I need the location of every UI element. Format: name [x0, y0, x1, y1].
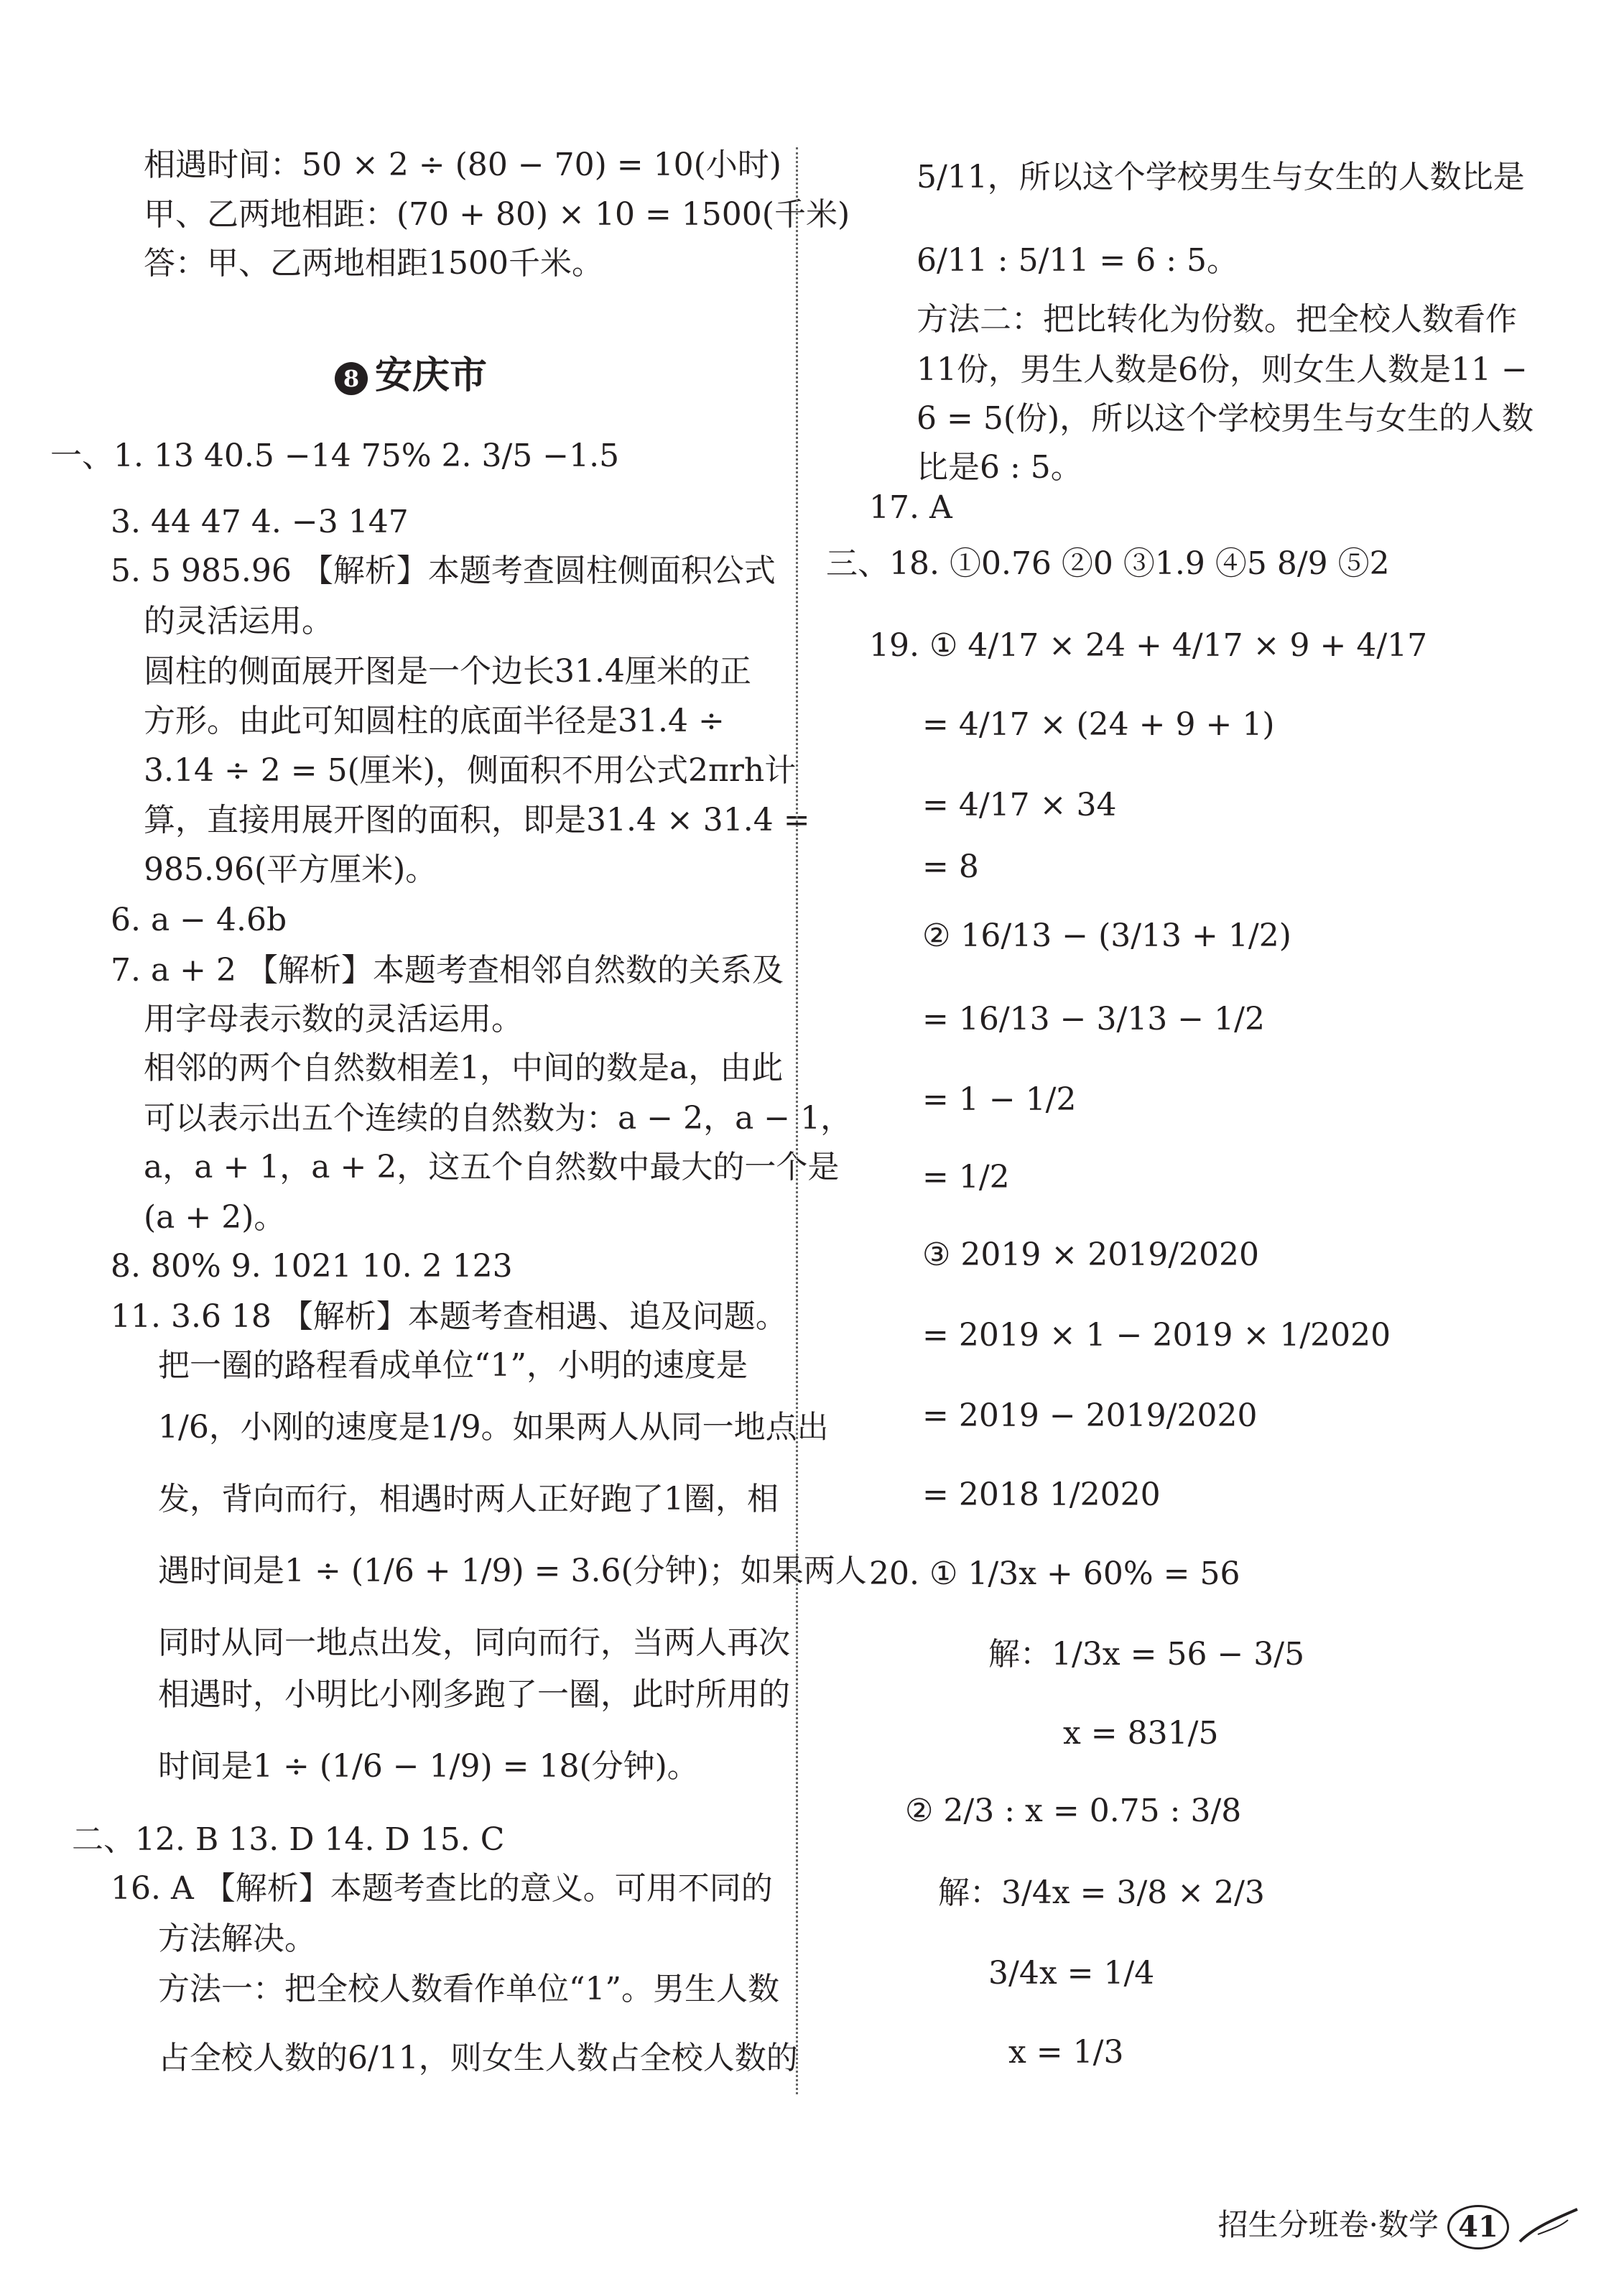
math-line: = 4/17 × (24 + 9 + 1)	[922, 706, 1275, 743]
text-line: 发，背向而行，相遇时两人正好跑了1圈，相	[158, 1481, 779, 1517]
math-line: 解：1/3x = 56 − 3/5	[988, 1636, 1305, 1673]
math-line: = 8	[922, 848, 979, 885]
text-line: 方法二：把比转化为份数。把全校人数看作	[917, 301, 1517, 338]
text-line: a，a + 1，a + 2，这五个自然数中最大的一个是	[144, 1149, 840, 1185]
text-line: 圆柱的侧面展开图是一个边长31.4厘米的正	[144, 653, 751, 690]
text-line: 用字母表示数的灵活运用。	[144, 1001, 523, 1037]
text-line: 相遇时间：50 × 2 ÷ (80 − 70) = 10(小时)	[144, 147, 781, 183]
page-footer	[1218, 2201, 1509, 2249]
math-line: = 2018 1/2020	[922, 1476, 1161, 1513]
math-line: = 2019 × 1 − 2019 × 1/2020	[922, 1317, 1391, 1354]
text-line: 甲、乙两地相距：(70 + 80) × 10 = 1500(千米)	[144, 196, 850, 233]
text-line: 的灵活运用。	[144, 603, 333, 639]
math-line: = 2019 − 2019/2020	[922, 1397, 1258, 1434]
text-line: 占全校人数的6/11，则女生人数占全校人数的	[158, 2040, 798, 2076]
section-number-badge: 8	[335, 362, 368, 395]
text-line: 相遇时，小明比小刚多跑了一圈，此时所用的	[158, 1676, 790, 1713]
text-line: 时间是1 ÷ (1/6 − 1/9) = 18(分钟)。	[158, 1748, 699, 1785]
text-line: 遇时间是1 ÷ (1/6 + 1/9) = 3.6(分钟)；如果两人	[158, 1553, 867, 1589]
text-line: 985.96(平方厘米)。	[144, 851, 437, 888]
answer-line: 三、18. ①0.76 ②0 ③1.9 ④5 8/9 ⑤2	[826, 545, 1390, 582]
text-line: 答：甲、乙两地相距1500千米。	[144, 245, 603, 282]
section-heading	[335, 345, 487, 399]
math-line: ③ 2019 × 2019/2020	[922, 1236, 1260, 1273]
text-line: 6 = 5(份)，所以这个学校男生与女生的人数	[917, 400, 1534, 437]
text-line: 比是6 : 5。	[917, 449, 1082, 486]
math-line: = 1/2	[922, 1159, 1010, 1196]
text-line: 11份，男生人数是6份，则女生人数是11 −	[917, 351, 1528, 388]
answer-line: 16. A 【解析】本题考查比的意义。可用不同的	[111, 1870, 773, 1907]
math-line: 解：3/4x = 3/8 × 2/3	[938, 1874, 1265, 1911]
answer-line: 一、1. 13 40.5 −14 75% 2. 3/5 −1.5	[50, 438, 620, 474]
footer-label: 招生分班卷·数学	[1217, 2207, 1439, 2242]
answer-line: 17. A	[869, 489, 952, 526]
text-line: 6/11 : 5/11 = 6 : 5。	[917, 242, 1239, 279]
math-line: 3/4x = 1/4	[988, 1955, 1155, 1992]
text-line: 算，直接用展开图的面积，即是31.4 × 31.4 =	[144, 802, 810, 838]
math-line: 19. ① 4/17 × 24 + 4/17 × 9 + 4/17	[869, 627, 1428, 664]
answer-line: 7. a + 2 【解析】本题考查相邻自然数的关系及	[111, 952, 784, 989]
text-line: 3.14 ÷ 2 = 5(厘米)，侧面积不用公式2πrh计	[144, 752, 797, 789]
math-line: = 1 − 1/2	[922, 1081, 1077, 1118]
math-line: 20. ① 1/3x + 60% = 56	[869, 1555, 1240, 1592]
answer-line: 8. 80% 9. 1021 10. 2 123	[111, 1248, 513, 1285]
page-number: 41	[1447, 2205, 1509, 2249]
text-line: 可以表示出五个连续的自然数为：a − 2，a − 1，	[144, 1100, 853, 1137]
answer-line: 6. a − 4.6b	[111, 902, 287, 938]
column-divider	[796, 147, 798, 2094]
text-line: 方形。由此可知圆柱的底面半径是31.4 ÷	[144, 703, 725, 739]
answer-line: 二、12. B 13. D 14. D 15. C	[72, 1821, 505, 1858]
math-line: ② 2/3 : x = 0.75 : 3/8	[905, 1793, 1242, 1829]
pen-decoration-icon	[1516, 2206, 1581, 2249]
math-line: x = 1/3	[1008, 2034, 1124, 2071]
text-line: 同时从同一地点出发，同向而行，当两人再次	[158, 1624, 790, 1661]
answer-line: 5. 5 985.96 【解析】本题考查圆柱侧面积公式	[111, 552, 776, 589]
math-line: = 4/17 × 34	[922, 787, 1117, 823]
math-line: x = 831/5	[1063, 1715, 1219, 1752]
text-line: 方法解决。	[158, 1920, 316, 1957]
text-line: 1/6，小刚的速度是1/9。如果两人从同一地点出	[158, 1409, 829, 1446]
math-line: = 16/13 − 3/13 − 1/2	[922, 1001, 1265, 1037]
text-line: 把一圈的路程看成单位“1”，小明的速度是	[158, 1347, 748, 1384]
answer-line: 3. 44 47 4. −3 147	[111, 504, 409, 540]
answer-line: 11. 3.6 18 【解析】本题考查相遇、追及问题。	[111, 1298, 787, 1335]
math-line: ② 16/13 − (3/13 + 1/2)	[922, 917, 1291, 954]
text-line: (a + 2)。	[144, 1199, 286, 1236]
text-line: 方法一：把全校人数看作单位“1”。男生人数	[158, 1971, 779, 2007]
section-title: 安庆市	[375, 353, 488, 397]
text-line: 相邻的两个自然数相差1，中间的数是a，由此	[144, 1050, 784, 1086]
text-line: 5/11，所以这个学校男生与女生的人数比是	[917, 159, 1525, 195]
